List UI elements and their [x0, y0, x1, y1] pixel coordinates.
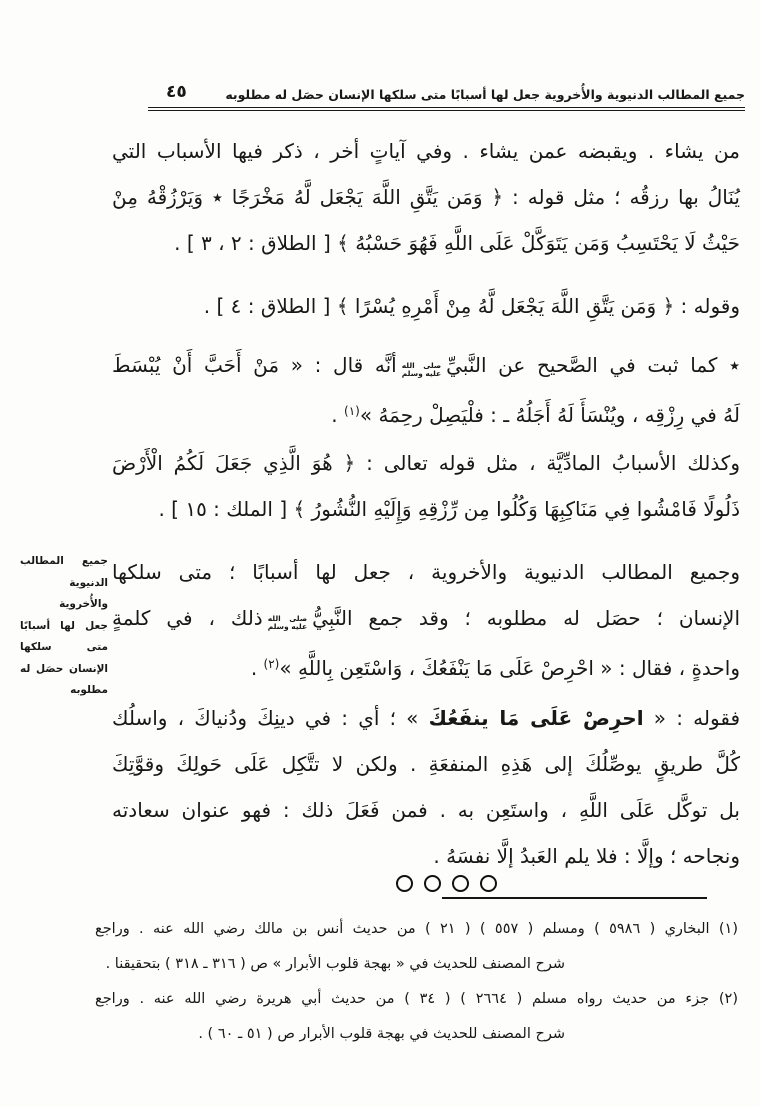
text-line: ونجاحه ؛ وإلَّا : فلا يلم العَبدُ إلَّا نفسَهُ .: [433, 844, 740, 868]
hadith-text: واحدةٍ ، فقال : « احْرِصْ عَلَى مَا يَنْفَعُكَ ، وَاسْتَعِن بِاللَّهِ »: [279, 656, 740, 680]
margin-note-line: جعل لها أسبابًا: [20, 619, 108, 632]
hadith-text: أنَّه قال : « مَنْ أَحَبَّ أَنْ يُبْسَطَ: [112, 353, 397, 377]
separator-circle-icon: [396, 875, 413, 892]
section-separator: [396, 875, 497, 892]
paragraph-4: [112, 440, 740, 532]
footnote-line: شرح المصنف للحديث في بهجة قلوب الأبرار ص ( ٥١ ـ ٦٠ ) .: [198, 1026, 565, 1042]
text-line: ذَلُولًا فَامْشُوا فِي مَنَاكِبِهَا وَكُلُوا مِن رِّزْقِهِ وَإِلَيْهِ النُّشُورُ ﴾ [ الملك : ١٥ ] .: [158, 497, 740, 521]
separator-circle-icon: [424, 875, 441, 892]
margin-note-line: الدنيوية والأُخروية: [59, 576, 108, 610]
hadith-intro: ٭ كما ثبت في الصَّحيح عن النَّبيِّ: [446, 353, 740, 377]
paragraph-5: [112, 549, 740, 691]
footnote-line: (١) البخاري ( ٥٩٨٦ ) ومسلم ( ٥٥٧ ) ( ٢١ ) من حديث أنس بن مالك رضي الله عنه . وراجع: [95, 921, 738, 937]
margin-note-line: الإنسان حصَل له: [20, 662, 108, 675]
prophet-salutation-mark: صلى الله عليه وسلم: [267, 613, 308, 631]
text-line: فقوله : « احرِصْ عَلَى مَا ينفَعُكَ » ؛ أي : في دينِكَ ودُنياكَ ، واسلُك: [112, 706, 741, 730]
paragraph-3: [112, 342, 740, 438]
text-line: وجميع المطالب الدنيوية والأخروية ، جعل لها أسبابًا ؛ متى سلكها: [112, 560, 740, 584]
footnote-ref-1: (١): [344, 404, 360, 418]
text-line: الإنسان ؛ حصَل له مطلوبه ؛ وقد جمع النَّبِيُّ صلى الله عليه وسلم ذلك ، في كلمةٍ: [112, 606, 740, 631]
text-line: بل توكَّل عَلَى اللَّهِ ، واستَعِن به . فمن فَعَلَ ذلك : فهو عنوان سعادته: [112, 798, 740, 822]
text-line: حَيْثُ لَا يَحْتَسِبُ وَمَن يَتَوَكَّلْ عَلَى اللَّهِ فَهُوَ حَسْبُهُ ﴾ [ الطلاق : ٢ ، ٣ ] .: [174, 231, 740, 255]
footnote-ref-2: (٢): [263, 657, 280, 671]
footnote-line: (٢) جزء من حديث رواه مسلم ( ٢٦٦٤ ) ( ٣٤ ) من حديث أبي هريرة رضي الله عنه . وراجع: [95, 991, 738, 1007]
margin-note-line: مطلوبه: [70, 684, 108, 696]
prophet-salutation-mark: صلى الله عليه وسلم: [401, 360, 442, 378]
hadith-text: لَهُ في رِزْقِه ، ويُنْسَأَ لَهُ أَجَلُهُ ـ : فلْيَصِلْ رحِمَهُ »: [359, 403, 740, 427]
margin-note: [20, 551, 108, 702]
separator-circle-icon: [480, 875, 497, 892]
text-line: وقوله : ﴿ وَمَن يَتَّقِ اللَّهَ يَجْعَل لَّهُ مِنْ أَمْرِهِ يُسْرًا ﴾ [ الطلاق : ٤ ] .: [203, 294, 740, 318]
main-text: [112, 128, 740, 879]
paragraph-2: [112, 283, 740, 329]
page-header: [148, 82, 745, 111]
margin-note-line: متى سلكها: [20, 641, 108, 653]
text-line: واحدةٍ ، فقال : « احْرِصْ عَلَى مَا يَنْفَعُكَ ، وَاسْتَعِن بِاللَّهِ »$^{(٢)}$ .: [250, 656, 740, 680]
footnote-2: [95, 982, 738, 1052]
page-number: ٤٥: [166, 82, 187, 102]
text-line: وكذلك الأسبابُ المادِّيَّة ، مثل قوله تعالى : ﴿ هُوَ الَّذِي جَعَلَ لَكُمُ الْأَرْضَ: [112, 451, 740, 475]
footnote-1: [95, 912, 738, 982]
emphasized-hadith-quote: احرِصْ عَلَى مَا ينفَعُكَ: [428, 706, 644, 730]
margin-note-line: جميع المطالب: [20, 555, 108, 567]
separator-circle-icon: [452, 875, 469, 892]
text-line: لَهُ في رِزْقِه ، ويُنْسَأَ لَهُ أَجَلُهُ ـ : فلْيَصِلْ رحِمَهُ »$^{(١)}$ .: [331, 403, 740, 427]
text-line: من يشاء . ويقبضه عمن يشاء . وفي آياتٍ أخر ، ذكر فيها الأسباب التي: [112, 139, 740, 163]
text-line: [112, 342, 740, 388]
footnote-divider: [442, 897, 707, 899]
footnotes: [95, 912, 738, 1052]
text-line: يُنَالُ بها رزقُه ؛ مثل قوله : ﴿ وَمَن يَتَّقِ اللَّهَ يَجْعَل لَّهُ مَخْرَجًا ٭ وَيَرْزُقْهُ مِنْ: [112, 185, 740, 209]
running-title: جميع المطالب الدنيوية والأُخروية جعل لها أسبابًا متى سلكها الإنسان حصَل له مطلوبه: [225, 87, 745, 102]
text-line: كُلَّ طريقٍ يوصِّلُكَ إلى هَذِهِ المنفعَةِ . ولكن لا تتَّكِل عَلَى حَولِكَ وقوَّتِكَ: [112, 752, 740, 776]
footnote-line: شرح المصنف للحديث في « بهجة قلوب الأبرار » ص ( ٣١٦ ـ ٣١٨ ) بتحقيقنا .: [105, 956, 565, 972]
paragraph-1: [112, 128, 740, 266]
paragraph-6: [112, 695, 740, 879]
